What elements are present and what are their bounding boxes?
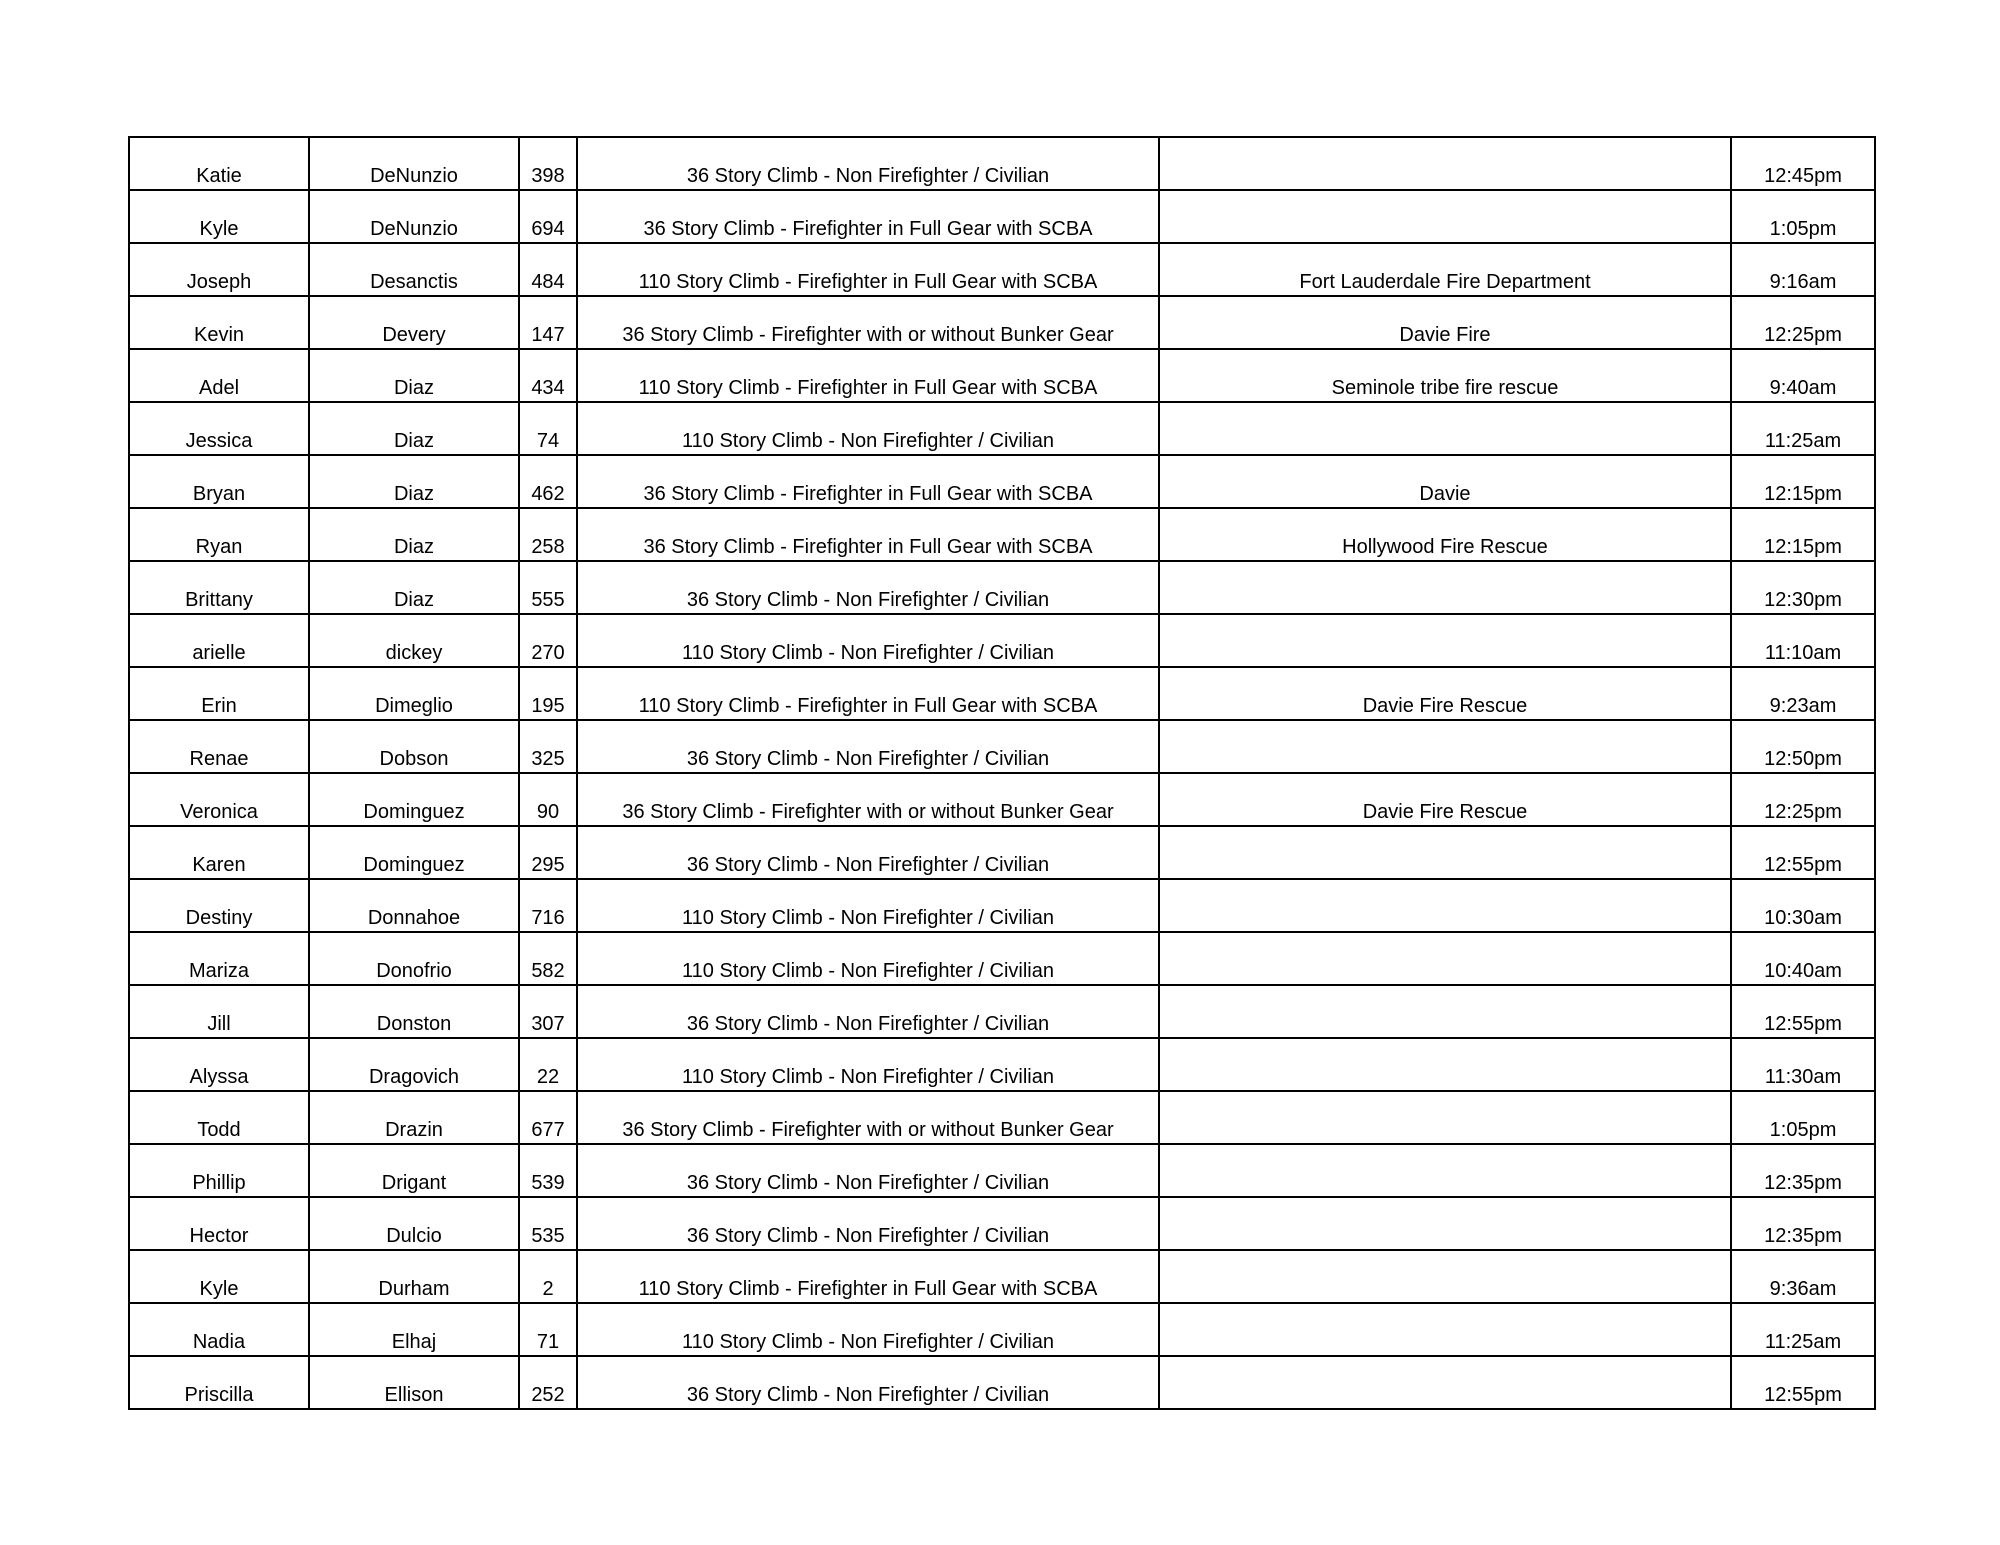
event-cell: 110 Story Climb - Non Firefighter / Civilian bbox=[577, 402, 1159, 455]
start-time-cell: 9:40am bbox=[1731, 349, 1875, 402]
start-time-cell: 11:25am bbox=[1731, 1303, 1875, 1356]
bib-number-cell: 258 bbox=[519, 508, 577, 561]
bib-number-cell: 74 bbox=[519, 402, 577, 455]
department-cell bbox=[1159, 402, 1731, 455]
event-cell: 110 Story Climb - Non Firefighter / Civilian bbox=[577, 1303, 1159, 1356]
department-cell: Davie Fire bbox=[1159, 296, 1731, 349]
table-row bbox=[129, 879, 1875, 932]
table-row bbox=[129, 1197, 1875, 1250]
last-name-cell: DeNunzio bbox=[309, 137, 519, 190]
first-name-cell: Phillip bbox=[129, 1144, 309, 1197]
department-cell: Fort Lauderdale Fire Department bbox=[1159, 243, 1731, 296]
last-name-cell: Desanctis bbox=[309, 243, 519, 296]
table-row bbox=[129, 402, 1875, 455]
bib-number-cell: 2 bbox=[519, 1250, 577, 1303]
department-cell bbox=[1159, 1303, 1731, 1356]
bib-number-cell: 694 bbox=[519, 190, 577, 243]
last-name-cell: Dominguez bbox=[309, 773, 519, 826]
last-name-cell: Diaz bbox=[309, 508, 519, 561]
last-name-cell: Dobson bbox=[309, 720, 519, 773]
bib-number-cell: 716 bbox=[519, 879, 577, 932]
bib-number-cell: 90 bbox=[519, 773, 577, 826]
bib-number-cell: 434 bbox=[519, 349, 577, 402]
table-row bbox=[129, 243, 1875, 296]
department-cell bbox=[1159, 720, 1731, 773]
first-name-cell: Mariza bbox=[129, 932, 309, 985]
first-name-cell: Destiny bbox=[129, 879, 309, 932]
table-row bbox=[129, 720, 1875, 773]
bib-number-cell: 539 bbox=[519, 1144, 577, 1197]
bib-number-cell: 462 bbox=[519, 455, 577, 508]
department-cell: Hollywood Fire Rescue bbox=[1159, 508, 1731, 561]
start-time-cell: 10:40am bbox=[1731, 932, 1875, 985]
department-cell bbox=[1159, 826, 1731, 879]
event-cell: 36 Story Climb - Firefighter in Full Gear with SCBA bbox=[577, 190, 1159, 243]
last-name-cell: Donofrio bbox=[309, 932, 519, 985]
table-row bbox=[129, 1091, 1875, 1144]
start-time-cell: 12:15pm bbox=[1731, 508, 1875, 561]
table-row bbox=[129, 190, 1875, 243]
department-cell bbox=[1159, 1197, 1731, 1250]
department-cell bbox=[1159, 1356, 1731, 1409]
table-row bbox=[129, 508, 1875, 561]
start-time-cell: 12:35pm bbox=[1731, 1144, 1875, 1197]
department-cell: Davie Fire Rescue bbox=[1159, 773, 1731, 826]
event-cell: 36 Story Climb - Firefighter in Full Gear with SCBA bbox=[577, 455, 1159, 508]
last-name-cell: Dimeglio bbox=[309, 667, 519, 720]
table-row bbox=[129, 1356, 1875, 1409]
department-cell bbox=[1159, 1038, 1731, 1091]
event-cell: 36 Story Climb - Non Firefighter / Civilian bbox=[577, 985, 1159, 1038]
first-name-cell: Adel bbox=[129, 349, 309, 402]
event-cell: 110 Story Climb - Non Firefighter / Civilian bbox=[577, 932, 1159, 985]
first-name-cell: Kyle bbox=[129, 190, 309, 243]
start-time-cell: 12:55pm bbox=[1731, 826, 1875, 879]
start-time-cell: 1:05pm bbox=[1731, 190, 1875, 243]
event-cell: 110 Story Climb - Non Firefighter / Civilian bbox=[577, 614, 1159, 667]
event-cell: 36 Story Climb - Non Firefighter / Civilian bbox=[577, 561, 1159, 614]
event-cell: 110 Story Climb - Non Firefighter / Civilian bbox=[577, 1038, 1159, 1091]
event-cell: 36 Story Climb - Firefighter with or without Bunker Gear bbox=[577, 773, 1159, 826]
bib-number-cell: 295 bbox=[519, 826, 577, 879]
table-row bbox=[129, 1038, 1875, 1091]
last-name-cell: Diaz bbox=[309, 402, 519, 455]
bib-number-cell: 252 bbox=[519, 1356, 577, 1409]
bib-number-cell: 195 bbox=[519, 667, 577, 720]
bib-number-cell: 582 bbox=[519, 932, 577, 985]
department-cell bbox=[1159, 614, 1731, 667]
start-time-cell: 12:25pm bbox=[1731, 773, 1875, 826]
table-row bbox=[129, 985, 1875, 1038]
first-name-cell: Bryan bbox=[129, 455, 309, 508]
department-cell bbox=[1159, 879, 1731, 932]
start-time-cell: 11:10am bbox=[1731, 614, 1875, 667]
first-name-cell: Jessica bbox=[129, 402, 309, 455]
last-name-cell: Dragovich bbox=[309, 1038, 519, 1091]
department-cell: Davie Fire Rescue bbox=[1159, 667, 1731, 720]
first-name-cell: Katie bbox=[129, 137, 309, 190]
table-row bbox=[129, 296, 1875, 349]
first-name-cell: Renae bbox=[129, 720, 309, 773]
department-cell: Davie bbox=[1159, 455, 1731, 508]
bib-number-cell: 535 bbox=[519, 1197, 577, 1250]
event-cell: 110 Story Climb - Non Firefighter / Civilian bbox=[577, 879, 1159, 932]
start-time-cell: 12:35pm bbox=[1731, 1197, 1875, 1250]
first-name-cell: Joseph bbox=[129, 243, 309, 296]
start-time-cell: 12:25pm bbox=[1731, 296, 1875, 349]
department-cell bbox=[1159, 1091, 1731, 1144]
table-row bbox=[129, 1250, 1875, 1303]
table-row bbox=[129, 932, 1875, 985]
event-cell: 110 Story Climb - Firefighter in Full Gear with SCBA bbox=[577, 349, 1159, 402]
start-time-cell: 9:16am bbox=[1731, 243, 1875, 296]
start-time-cell: 12:55pm bbox=[1731, 1356, 1875, 1409]
department-cell bbox=[1159, 1144, 1731, 1197]
first-name-cell: Ryan bbox=[129, 508, 309, 561]
table-row bbox=[129, 561, 1875, 614]
start-time-cell: 10:30am bbox=[1731, 879, 1875, 932]
table-row bbox=[129, 137, 1875, 190]
start-time-cell: 9:23am bbox=[1731, 667, 1875, 720]
bib-number-cell: 71 bbox=[519, 1303, 577, 1356]
start-time-cell: 12:45pm bbox=[1731, 137, 1875, 190]
department-cell: Seminole tribe fire rescue bbox=[1159, 349, 1731, 402]
event-cell: 36 Story Climb - Non Firefighter / Civilian bbox=[577, 1144, 1159, 1197]
last-name-cell: Elhaj bbox=[309, 1303, 519, 1356]
first-name-cell: Alyssa bbox=[129, 1038, 309, 1091]
bib-number-cell: 398 bbox=[519, 137, 577, 190]
start-time-cell: 12:30pm bbox=[1731, 561, 1875, 614]
last-name-cell: Donston bbox=[309, 985, 519, 1038]
table-row bbox=[129, 667, 1875, 720]
bib-number-cell: 677 bbox=[519, 1091, 577, 1144]
table-row bbox=[129, 826, 1875, 879]
last-name-cell: Diaz bbox=[309, 455, 519, 508]
bib-number-cell: 270 bbox=[519, 614, 577, 667]
bib-number-cell: 22 bbox=[519, 1038, 577, 1091]
last-name-cell: Drazin bbox=[309, 1091, 519, 1144]
participant-table bbox=[128, 136, 1876, 1410]
first-name-cell: arielle bbox=[129, 614, 309, 667]
table-row bbox=[129, 1303, 1875, 1356]
event-cell: 36 Story Climb - Firefighter with or without Bunker Gear bbox=[577, 296, 1159, 349]
bib-number-cell: 325 bbox=[519, 720, 577, 773]
last-name-cell: Drigant bbox=[309, 1144, 519, 1197]
last-name-cell: Diaz bbox=[309, 561, 519, 614]
department-cell bbox=[1159, 1250, 1731, 1303]
event-cell: 110 Story Climb - Firefighter in Full Gear with SCBA bbox=[577, 1250, 1159, 1303]
department-cell bbox=[1159, 561, 1731, 614]
event-cell: 36 Story Climb - Non Firefighter / Civilian bbox=[577, 1197, 1159, 1250]
start-time-cell: 12:50pm bbox=[1731, 720, 1875, 773]
event-cell: 36 Story Climb - Firefighter with or without Bunker Gear bbox=[577, 1091, 1159, 1144]
event-cell: 36 Story Climb - Firefighter in Full Gear with SCBA bbox=[577, 508, 1159, 561]
event-cell: 36 Story Climb - Non Firefighter / Civilian bbox=[577, 1356, 1159, 1409]
first-name-cell: Priscilla bbox=[129, 1356, 309, 1409]
table-row bbox=[129, 773, 1875, 826]
first-name-cell: Nadia bbox=[129, 1303, 309, 1356]
last-name-cell: Dulcio bbox=[309, 1197, 519, 1250]
table-row bbox=[129, 349, 1875, 402]
first-name-cell: Jill bbox=[129, 985, 309, 1038]
event-cell: 36 Story Climb - Non Firefighter / Civilian bbox=[577, 826, 1159, 879]
last-name-cell: Devery bbox=[309, 296, 519, 349]
event-cell: 110 Story Climb - Firefighter in Full Gear with SCBA bbox=[577, 667, 1159, 720]
start-time-cell: 12:55pm bbox=[1731, 985, 1875, 1038]
bib-number-cell: 307 bbox=[519, 985, 577, 1038]
last-name-cell: Dominguez bbox=[309, 826, 519, 879]
department-cell bbox=[1159, 137, 1731, 190]
start-time-cell: 11:30am bbox=[1731, 1038, 1875, 1091]
start-time-cell: 1:05pm bbox=[1731, 1091, 1875, 1144]
department-cell bbox=[1159, 190, 1731, 243]
participant-table-body bbox=[129, 137, 1875, 1409]
last-name-cell: Donnahoe bbox=[309, 879, 519, 932]
table-row bbox=[129, 1144, 1875, 1197]
bib-number-cell: 147 bbox=[519, 296, 577, 349]
bib-number-cell: 484 bbox=[519, 243, 577, 296]
last-name-cell: dickey bbox=[309, 614, 519, 667]
first-name-cell: Kevin bbox=[129, 296, 309, 349]
event-cell: 36 Story Climb - Non Firefighter / Civilian bbox=[577, 137, 1159, 190]
start-time-cell: 9:36am bbox=[1731, 1250, 1875, 1303]
first-name-cell: Erin bbox=[129, 667, 309, 720]
event-cell: 36 Story Climb - Non Firefighter / Civilian bbox=[577, 720, 1159, 773]
last-name-cell: Ellison bbox=[309, 1356, 519, 1409]
department-cell bbox=[1159, 985, 1731, 1038]
last-name-cell: DeNunzio bbox=[309, 190, 519, 243]
first-name-cell: Todd bbox=[129, 1091, 309, 1144]
start-time-cell: 11:25am bbox=[1731, 402, 1875, 455]
table-row bbox=[129, 614, 1875, 667]
first-name-cell: Karen bbox=[129, 826, 309, 879]
last-name-cell: Diaz bbox=[309, 349, 519, 402]
last-name-cell: Durham bbox=[309, 1250, 519, 1303]
department-cell bbox=[1159, 932, 1731, 985]
event-cell: 110 Story Climb - Firefighter in Full Gear with SCBA bbox=[577, 243, 1159, 296]
first-name-cell: Brittany bbox=[129, 561, 309, 614]
table-row bbox=[129, 455, 1875, 508]
bib-number-cell: 555 bbox=[519, 561, 577, 614]
first-name-cell: Hector bbox=[129, 1197, 309, 1250]
first-name-cell: Veronica bbox=[129, 773, 309, 826]
first-name-cell: Kyle bbox=[129, 1250, 309, 1303]
start-time-cell: 12:15pm bbox=[1731, 455, 1875, 508]
